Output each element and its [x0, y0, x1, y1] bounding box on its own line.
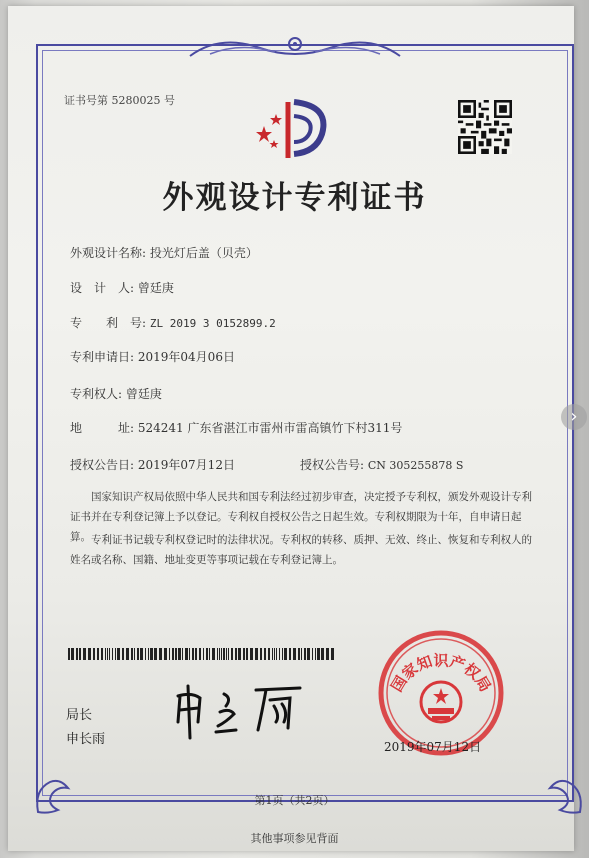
cert-no: 5280025 — [111, 94, 161, 107]
field-designer — [70, 279, 174, 296]
field-value: CN 305255878 S — [367, 459, 464, 472]
field-label: 授权公告日: — [70, 458, 135, 472]
field-label: 专利权人: — [70, 387, 123, 401]
patent-office-logo — [252, 96, 336, 162]
svg-text:国家知识产权局: 国家知识产权局 — [387, 651, 495, 695]
field-label: 地 址: — [70, 421, 135, 435]
body-paragraph-1: 国家知识产权局依照中华人民共和国专利法经过初步审查，决定授予专利权，颁发外观设计专利证书并在专利登记簿上予以登记。专利权自授权公告之日起生效。专利权期限为十年，自申请日起算。 — [70, 491, 532, 543]
field-value: 524241 广东省湛江市雷州市雷高镇竹下村311号 — [137, 421, 403, 435]
cert-no-suffix: 号 — [164, 94, 175, 107]
qr-code — [458, 100, 512, 154]
field-value: 2019年07月12日 — [137, 458, 235, 472]
director-signature — [170, 682, 310, 742]
certificate-title: 外观设计专利证书 — [162, 180, 427, 216]
field-label: 设 计 人: — [70, 281, 135, 295]
field-patent-number — [70, 314, 276, 331]
footer-note: 其他事项参见背面 — [250, 832, 339, 845]
top-ornament — [180, 30, 410, 66]
field-value: 曾廷庚 — [137, 281, 174, 295]
next-page-arrow-icon[interactable]: › — [561, 404, 587, 430]
field-value: ZL 2019 3 0152899.2 — [149, 317, 276, 330]
field-label: 专 利 号: — [70, 316, 147, 330]
field-value: 投光灯后盖（贝壳） — [149, 246, 258, 260]
director-title: 局长 — [66, 708, 93, 723]
field-grant-date — [70, 456, 235, 473]
certificate-number — [64, 92, 175, 108]
field-label: 专利申请日: — [70, 350, 135, 364]
seal-date: 2019年07月12日 — [384, 740, 482, 754]
field-filing-date — [70, 348, 235, 365]
field-patentee — [70, 385, 162, 402]
field-value: 2019年04月06日 — [137, 350, 235, 364]
cert-no-label: 证书号第 — [64, 94, 108, 107]
field-label: 外观设计名称: — [70, 246, 147, 260]
field-grant-number — [300, 456, 463, 473]
body-paragraph-2: 专利证书记载专利权登记时的法律状况。专利权的转移、质押、无效、终止、恢复和专利权人的姓名或名称、国籍、地址变更等事项记载在专利登记簿上。 — [70, 534, 532, 566]
field-design-name — [70, 244, 258, 261]
page-info: 第1页（共2页） — [254, 794, 335, 807]
field-address — [70, 419, 402, 436]
field-value: 曾廷庚 — [125, 387, 162, 401]
director-name: 申长雨 — [66, 732, 106, 747]
barcode — [68, 648, 334, 660]
field-label: 授权公告号: — [300, 458, 365, 472]
